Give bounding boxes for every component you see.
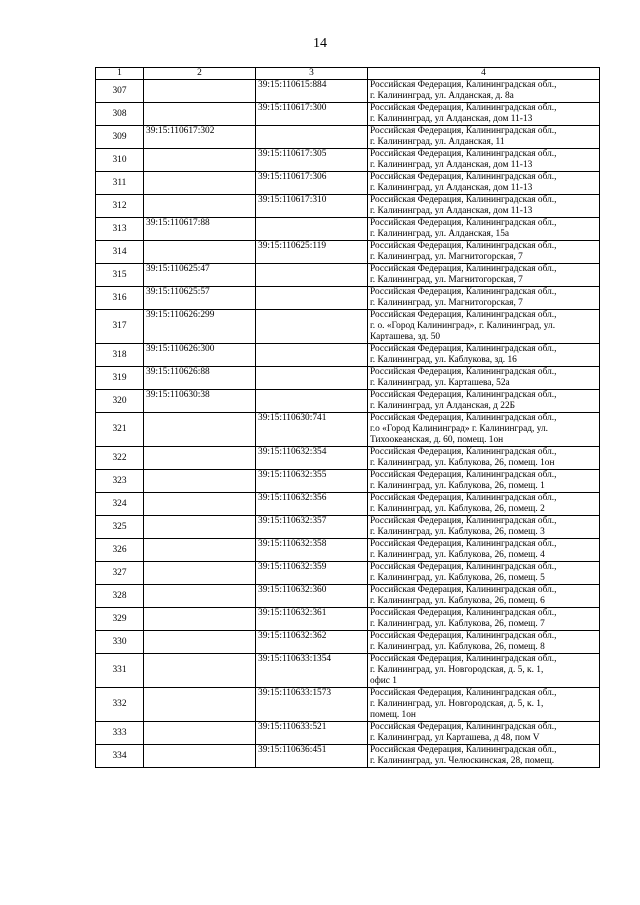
table-row (96, 172, 600, 195)
building-cadastral-number (256, 367, 368, 390)
address: Российская Федерация, Калининградская обл., г. о. «Город Калининград», г. Калининград, ул. Карташева, зд. 50 (368, 310, 600, 344)
table-row (96, 367, 600, 390)
building-cadastral-number (256, 344, 368, 367)
table-row (96, 688, 600, 722)
land-cadastral-number (144, 631, 256, 654)
row-number: 334 (96, 745, 144, 768)
building-cadastral-number: 39:15:110632:354 (256, 447, 368, 470)
building-cadastral-number: 39:15:110632:362 (256, 631, 368, 654)
address: Российская Федерация, Калининградская обл., г. Калининград, ул. Каблукова, 26, помещ. 7 (368, 608, 600, 631)
row-number: 332 (96, 688, 144, 722)
land-cadastral-number (144, 80, 256, 103)
address: Российская Федерация, Калининградская обл., г. Калининград, ул. Магнитогорская, 7 (368, 287, 600, 310)
building-cadastral-number: 39:15:110636:451 (256, 745, 368, 768)
building-cadastral-number: 39:15:110632:359 (256, 562, 368, 585)
address: Российская Федерация, Калининградская обл., г. Калининград, ул. Новгородская, д. 5, к. 1, офис 1 (368, 654, 600, 688)
land-cadastral-number (144, 539, 256, 562)
table-row (96, 390, 600, 413)
address: Российская Федерация, Калининградская обл., г. Калининград, ул. Магнитогорская, 7 (368, 264, 600, 287)
building-cadastral-number: 39:15:110617:310 (256, 195, 368, 218)
table-row (96, 516, 600, 539)
table-row (96, 493, 600, 516)
land-cadastral-number (144, 608, 256, 631)
building-cadastral-number: 39:15:110630:741 (256, 413, 368, 447)
row-number: 327 (96, 562, 144, 585)
land-cadastral-number (144, 470, 256, 493)
address: Российская Федерация, Калининградская обл., г. Калининград, ул Алданская, д 22Б (368, 390, 600, 413)
address: Российская Федерация, Калининградская обл., г. Калининград, ул. Алданская, д. 8а (368, 80, 600, 103)
row-number: 308 (96, 103, 144, 126)
row-number: 314 (96, 241, 144, 264)
table-row (96, 447, 600, 470)
land-cadastral-number: 39:15:110626:88 (144, 367, 256, 390)
land-cadastral-number (144, 745, 256, 768)
land-cadastral-number: 39:15:110630:38 (144, 390, 256, 413)
row-number: 312 (96, 195, 144, 218)
land-cadastral-number (144, 241, 256, 264)
row-number: 318 (96, 344, 144, 367)
land-cadastral-number: 39:15:110626:300 (144, 344, 256, 367)
table-row (96, 264, 600, 287)
land-cadastral-number: 39:15:110617:88 (144, 218, 256, 241)
address: Российская Федерация, Калининградская обл., г. Калининград, ул. Каблукова, зд. 16 (368, 344, 600, 367)
address: Российская Федерация, Калининградская обл., г. Калининград, ул. Алданская, 11 (368, 126, 600, 149)
table-row (96, 562, 600, 585)
table-row (96, 218, 600, 241)
land-cadastral-number (144, 447, 256, 470)
address: Российская Федерация, Калининградская обл., г. Калининград, ул. Карташева, 52а (368, 367, 600, 390)
building-cadastral-number: 39:15:110632:360 (256, 585, 368, 608)
building-cadastral-number: 39:15:110617:305 (256, 149, 368, 172)
table-row (96, 654, 600, 688)
land-cadastral-number: 39:15:110625:57 (144, 287, 256, 310)
column-header-4: 4 (368, 68, 600, 80)
land-cadastral-number (144, 585, 256, 608)
building-cadastral-number: 39:15:110632:357 (256, 516, 368, 539)
address: Российская Федерация, Калининградская обл., г. Калининград, ул Алданская, дом 11-13 (368, 103, 600, 126)
row-number: 315 (96, 264, 144, 287)
page-number: 14 (313, 36, 327, 51)
address: Российская Федерация, Калининградская обл., г. Калининград, ул. Каблукова, 26, помещ. 6 (368, 585, 600, 608)
building-cadastral-number (256, 390, 368, 413)
row-number: 319 (96, 367, 144, 390)
building-cadastral-number: 39:15:110615:884 (256, 80, 368, 103)
address: Российская Федерация, Калининградская обл., г. Калининград, ул. Каблукова, 26, помещ. 1 (368, 470, 600, 493)
land-cadastral-number: 39:15:110625:47 (144, 264, 256, 287)
row-number: 333 (96, 722, 144, 745)
row-number: 313 (96, 218, 144, 241)
table-row (96, 745, 600, 768)
column-header-3: 3 (256, 68, 368, 80)
address: Российская Федерация, Калининградская обл., г. Калининград, ул. Каблукова, 26, помещ. 3 (368, 516, 600, 539)
table-row (96, 126, 600, 149)
address: Российская Федерация, Калининградская обл., г. Калининград, ул. Алданская, 15а (368, 218, 600, 241)
land-cadastral-number (144, 493, 256, 516)
table-row (96, 241, 600, 264)
table-row (96, 344, 600, 367)
row-number: 317 (96, 310, 144, 344)
address: Российская Федерация, Калининградская обл., г. Калининград, ул. Магнитогорская, 7 (368, 241, 600, 264)
row-number: 316 (96, 287, 144, 310)
address: Российская Федерация, Калининградская обл., г.о «Город Калининград» г. Калининград, ул. Тихоокеанская, д. 60, помещ. 1он (368, 413, 600, 447)
table-row (96, 585, 600, 608)
table-row (96, 722, 600, 745)
land-cadastral-number (144, 195, 256, 218)
table-row (96, 195, 600, 218)
land-cadastral-number (144, 654, 256, 688)
row-number: 310 (96, 149, 144, 172)
land-cadastral-number (144, 722, 256, 745)
land-cadastral-number: 39:15:110626:299 (144, 310, 256, 344)
land-cadastral-number (144, 688, 256, 722)
column-header-2: 2 (144, 68, 256, 80)
land-cadastral-number (144, 172, 256, 195)
building-cadastral-number: 39:15:110632:361 (256, 608, 368, 631)
column-header-1: 1 (96, 68, 144, 80)
table-row (96, 470, 600, 493)
building-cadastral-number: 39:15:110632:358 (256, 539, 368, 562)
table-row (96, 631, 600, 654)
table-row (96, 287, 600, 310)
registry-table (95, 67, 600, 768)
building-cadastral-number (256, 264, 368, 287)
row-number: 307 (96, 80, 144, 103)
address: Российская Федерация, Калининградская обл., г. Калининград, ул. Каблукова, 26, помещ. 2 (368, 493, 600, 516)
address: Российская Федерация, Калининградская обл., г. Калининград, ул. Каблукова, 26, помещ. 4 (368, 539, 600, 562)
address: Российская Федерация, Калининградская обл., г. Калининград, ул. Челюскинская, 28, помещ. (368, 745, 600, 768)
row-number: 309 (96, 126, 144, 149)
building-cadastral-number: 39:15:110633:1573 (256, 688, 368, 722)
row-number: 322 (96, 447, 144, 470)
land-cadastral-number (144, 149, 256, 172)
row-number: 323 (96, 470, 144, 493)
row-number: 326 (96, 539, 144, 562)
address: Российская Федерация, Калининградская обл., г. Калининград, ул Алданская, дом 11-13 (368, 149, 600, 172)
building-cadastral-number (256, 287, 368, 310)
address: Российская Федерация, Калининградская обл., г. Калининград, ул. Новгородская, д. 5, к. 1, помещ. 1он (368, 688, 600, 722)
address: Российская Федерация, Калининградская обл., г. Калининград, ул Алданская, дом 11-13 (368, 195, 600, 218)
table-row (96, 80, 600, 103)
building-cadastral-number: 39:15:110625:119 (256, 241, 368, 264)
land-cadastral-number (144, 562, 256, 585)
building-cadastral-number (256, 126, 368, 149)
row-number: 330 (96, 631, 144, 654)
row-number: 331 (96, 654, 144, 688)
building-cadastral-number: 39:15:110617:300 (256, 103, 368, 126)
land-cadastral-number: 39:15:110617:302 (144, 126, 256, 149)
land-cadastral-number (144, 516, 256, 539)
table-row (96, 310, 600, 344)
row-number: 321 (96, 413, 144, 447)
table-row (96, 608, 600, 631)
building-cadastral-number (256, 218, 368, 241)
header-row (96, 68, 600, 80)
building-cadastral-number: 39:15:110633:1354 (256, 654, 368, 688)
address: Российская Федерация, Калининградская обл., г. Калининград, ул. Каблукова, 26, помещ. 5 (368, 562, 600, 585)
table-row (96, 103, 600, 126)
address: Российская Федерация, Калининградская обл., г. Калининград, ул Карташева, д 48, пом V (368, 722, 600, 745)
building-cadastral-number: 39:15:110633:521 (256, 722, 368, 745)
row-number: 325 (96, 516, 144, 539)
address: Российская Федерация, Калининградская обл., г. Калининград, ул Алданская, дом 11-13 (368, 172, 600, 195)
building-cadastral-number: 39:15:110632:356 (256, 493, 368, 516)
table-row (96, 413, 600, 447)
building-cadastral-number: 39:15:110617:306 (256, 172, 368, 195)
building-cadastral-number (256, 310, 368, 344)
building-cadastral-number: 39:15:110632:355 (256, 470, 368, 493)
table-row (96, 539, 600, 562)
address: Российская Федерация, Калининградская обл., г. Калининград, ул. Каблукова, 26, помещ. 1он (368, 447, 600, 470)
row-number: 311 (96, 172, 144, 195)
row-number: 328 (96, 585, 144, 608)
table-row (96, 149, 600, 172)
row-number: 320 (96, 390, 144, 413)
address: Российская Федерация, Калининградская обл., г. Калининград, ул. Каблукова, 26, помещ. 8 (368, 631, 600, 654)
row-number: 324 (96, 493, 144, 516)
land-cadastral-number (144, 103, 256, 126)
land-cadastral-number (144, 413, 256, 447)
row-number: 329 (96, 608, 144, 631)
